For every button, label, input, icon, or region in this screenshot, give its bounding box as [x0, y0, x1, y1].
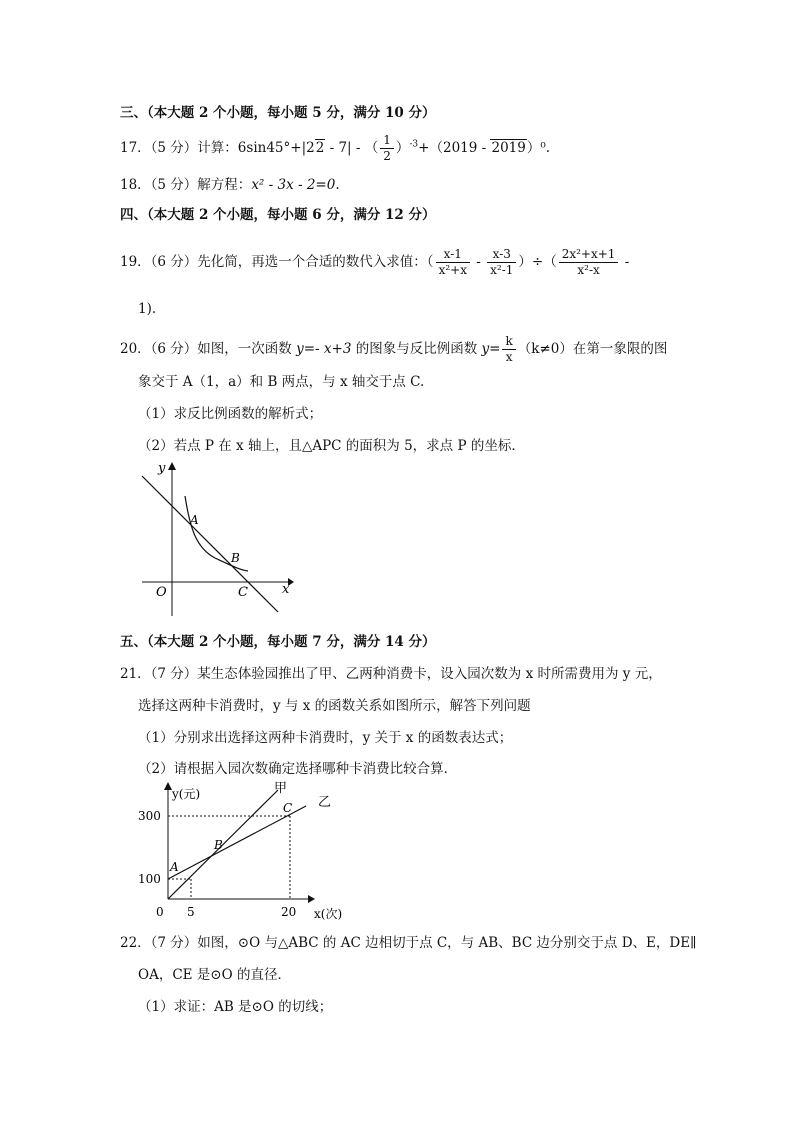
- q21-line2: 选择这两种卡消费时，y 与 x 的函数关系如图所示，解答下列问题: [138, 698, 531, 714]
- q21-tick-300: 300: [138, 809, 161, 823]
- q19-f1-num: x-1: [436, 247, 470, 263]
- q21-label-yi: 乙: [318, 795, 332, 810]
- q19-f2-num: x-3: [487, 247, 516, 263]
- section-4-header: 四、（本大题 2 个小题，每小题 6 分，满分 12 分）: [120, 207, 436, 223]
- q20-sub2: （2）若点 P 在 x 轴上，且△APC 的面积为 5，求点 P 的坐标．: [138, 438, 525, 454]
- q19-f1-den: x²+x: [438, 263, 467, 277]
- q20-label-O: O: [156, 585, 167, 600]
- q21-line1: 21．（7 分）某生态体验园推出了甲、乙两种消费卡，设入园次数为 x 时所需费用为 y 元，: [120, 666, 662, 682]
- q21-label-jia: 甲: [274, 781, 288, 796]
- question-19: [120, 247, 629, 278]
- q20-label-A: A: [190, 513, 199, 527]
- q17-frac-den: 2: [383, 149, 391, 163]
- q20-label-C: C: [238, 585, 248, 600]
- q20-mid: 的图象与反比例函数: [351, 341, 482, 357]
- q20-line2: 象交于 A（1，a）和 B 两点，与 x 轴交于点 C.: [138, 374, 425, 390]
- q21-y-arrow: [164, 782, 172, 790]
- q20-frac-den: x: [505, 350, 513, 364]
- q20-label-B: B: [231, 551, 240, 565]
- q20-sub1: （1）求反比例函数的解析式；: [138, 406, 323, 422]
- q19-fraction-3: [559, 247, 619, 278]
- q17-frac-num: 1: [380, 133, 394, 149]
- q20-y-eq: y=: [481, 341, 501, 357]
- q19-prefix: 19．（6 分）先化简，再选一个合适的数代入求值：（: [120, 254, 434, 270]
- q21-sub1: （1）分别求出选择这两种卡消费时，y 关于 x 的函数表达式；: [138, 730, 513, 746]
- q19-f3-num: 2x²+x+1: [559, 247, 619, 263]
- section-3-header: 三、（本大题 2 个小题，每小题 5 分，满分 10 分）: [120, 105, 436, 121]
- q20-frac-num: k: [502, 334, 515, 350]
- q18-prefix: 18．（5 分）解方程：: [120, 177, 252, 193]
- q17-after: ）: [395, 140, 410, 156]
- q17-power: -3: [409, 139, 419, 150]
- q17-fraction: [380, 133, 394, 164]
- q20-prefix: 20．（6 分）如图，一次函数: [120, 341, 297, 357]
- q21-line-yi: [168, 806, 306, 879]
- q20-func1: y=- x+3: [296, 341, 352, 357]
- q20-fraction: [502, 334, 515, 365]
- q21-label-A: A: [170, 860, 179, 874]
- q21-label-C: C: [283, 801, 293, 815]
- q21-ylabel: y(元): [172, 787, 201, 801]
- q20-label-x: x: [282, 582, 290, 597]
- q21-tick-20: 20: [281, 905, 297, 919]
- q17-end: ）⁰.: [526, 140, 551, 156]
- question-20: [120, 334, 667, 365]
- q17-mid: - 7| - （: [325, 140, 379, 156]
- q17-rest: +（2019 -: [418, 140, 491, 156]
- q20-cond: （k≠0）在第一象限的图: [517, 341, 668, 357]
- q19-tail: -: [620, 254, 630, 270]
- q21-tick-5: 5: [187, 905, 195, 919]
- q21-label-B: B: [214, 838, 223, 852]
- question-17: [120, 133, 550, 164]
- q21-tick-0: 0: [156, 905, 164, 919]
- q19-minus: -: [471, 254, 486, 270]
- q19-f2-den: x²-1: [490, 263, 514, 277]
- q21-x-arrow: [308, 895, 315, 903]
- q17-prefix: 17．（5 分）计算：6sin45°+|2: [120, 140, 315, 156]
- q21-xlabel: x(次): [314, 907, 343, 921]
- q20-label-y: y: [158, 461, 166, 476]
- q17-sqrt-2019: 2019: [491, 140, 526, 156]
- q22-sub1: （1）求证：AB 是⊙O 的切线；: [138, 999, 333, 1015]
- q19-f3-den: x²-x: [577, 263, 600, 277]
- q20-y-arrow: [168, 462, 176, 470]
- question-18: [120, 175, 340, 195]
- q22-line2: OA，CE 是⊙O 的直径．: [138, 967, 291, 983]
- q21-tick-100: 100: [138, 872, 161, 886]
- q21-sub2: （2）请根据入园次数确定选择哪种卡消费比较合算．: [138, 761, 458, 777]
- q20-figure: [130, 458, 300, 618]
- q19-fraction-2: [487, 247, 516, 278]
- q19-line2: 1).: [138, 301, 157, 317]
- q22-line1: 22．（7 分）如图，⊙O 与△ABC 的 AC 边相切于点 C，与 AB、BC 边分别交于点 D、E，DE∥: [120, 935, 697, 951]
- q17-sqrt-2: 2: [315, 140, 325, 156]
- q21-line-jia: [168, 790, 278, 899]
- q19-fraction-1: [436, 247, 470, 278]
- section-5-header: 五、（本大题 2 个小题，每小题 7 分，满分 14 分）: [120, 634, 436, 650]
- q21-figure: [130, 778, 360, 928]
- q19-div: ）÷（: [518, 254, 557, 270]
- q18-equation: x² - 3x - 2=0.: [251, 177, 340, 193]
